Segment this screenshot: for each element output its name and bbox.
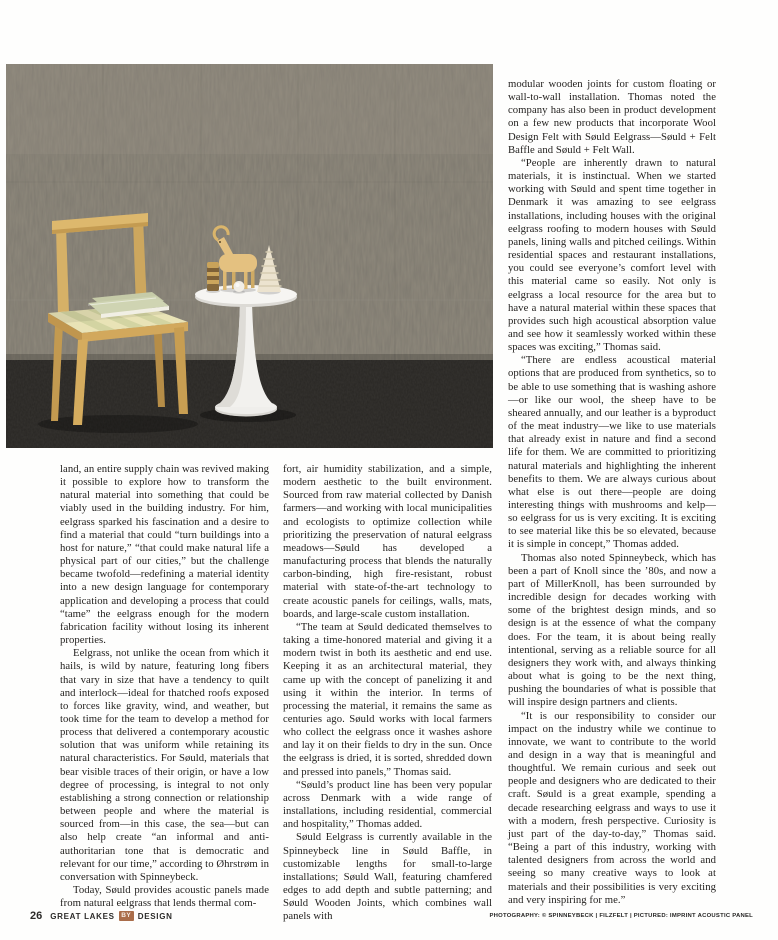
- by-badge: BY: [119, 911, 134, 921]
- paragraph: modular wooden joints for custom floating or wall-to-wall installation. Thomas noted the company has also been in product development on a few new products that incorporate Wool Design Felt with Søuld Eelgrass—Søuld + Felt Baffle and Søuld + Felt Wall.: [508, 78, 716, 156]
- paragraph: Søuld Eelgrass is currently available in the Spinneybeck line in Søuld Baffle, in customizable lengths for small-to-large installations; Søuld Wall, featuring chamfered edges to add depth and subtle patterning; and Søuld Wooden Joints, which combines wall panels with: [283, 831, 492, 923]
- paragraph: “The team at Søuld dedicated themselves to taking a time-honored material and giving it a modern twist in both its aesthetic and end use. Keeping it as an architectural material, they came up with the concept of panelizing it and using it within the interior. In terms of processing the material, it remains the same as centuries ago. Søuld works with local farmers who collect the eelgrass once it washes ashore and lay it on their fields to dry in the sun. Once the eelgrass is dried, it is sorted, shredded down and pressed into panels,” Thomas said.: [283, 620, 492, 778]
- paragraph: Thomas also noted Spinneybeck, which has been a part of Knoll since the ’80s, and now a part of MillerKnoll, has been surrounded by incredible design for decades working with some of the brightest design minds, and so design is at the essence of what the company does. For the team, it is about being really intentional, serving as a reliable source for all designers they work with, and always thinking about what is going to be the next thing, pushing the boundaries of what is possible that will inspire design partners and clients.: [508, 551, 716, 709]
- ribbed-figurine: [206, 262, 220, 293]
- paragraph: Today, Søuld provides acoustic panels made from natural eelgrass that lends thermal com-: [60, 884, 269, 910]
- paragraph: “It is our responsibility to consider our impact on the industry while we continue to innovate, we want to contribute to the world and design in a way that is meaningful and thoughtful. We remain curious and seek out people and designers who are dedicated to their craft. Søuld is a great example, spending a decade researching eelgrass and ways to use it with a modern, fresh perspective. Curiosity is just part of the day-to-day,” Thomas said. “Being a part of this industry, working with talented designers from across the world and seeing so many creative ways to look at materials and their possibilities is very exciting and very inspiring for me.”: [508, 709, 716, 906]
- text-column-middle: [283, 463, 492, 923]
- paragraph: “Søuld’s product line has been very popular across Denmark with a wide range of installations, including residential, commercial and hospitality,” Thomas added.: [283, 778, 492, 831]
- paragraph: “People are inherently drawn to natural materials, it is instinctual. When we started working with Søuld and spent time together in Denmark it was amazing to see eelgrass installations, including houses with the original eelgrass roofing to modern houses with Søuld panels, lining walls and pitched ceilings. Within residential spaces and restaurant installations, you could see everyone’s comfort level with this material came so easily. Not only is eelgrass a local resource for the area but to have a natural material within these spaces that provides such high acoustical absorption value and see how it seamlessly worked within these spaces was exciting,” Thomas said.: [508, 156, 716, 354]
- article-photo: [6, 64, 493, 448]
- magazine-title-right: DESIGN: [137, 911, 173, 921]
- text-column-right: [508, 78, 716, 907]
- paragraph: Eelgrass, not unlike the ocean from which it hails, is wild by nature, featuring long fibers that vary in size that have a tendency to quilt and interlock—ideal for thatched roofs exposed to forces like gravity, wind, and weather, but took time for the team to develop a method for process that delivered a contemporary acoustic solution that was uniform while retaining its natural characteristics. For Søuld, materials that bear visible traces of their origin, or have a low degree of processing, is integral to not only establishing a strong connection or relationship between people and where the material is sourced from—in this case, the sea—but can also help create “an informal and anti-authoritarian tone that is democratic and relevant for our time,” according to Øhrstrøm in conversation with Spinneybeck.: [60, 647, 269, 883]
- photo-scene: [6, 64, 493, 448]
- page-number: 26: [30, 910, 43, 922]
- paragraph: fort, air humidity stabilization, and a simple, modern aesthetic to the built environment. Sourced from raw material collected by Danish farmers—and working with local municipalities and ecologists to optimize collection while prioritizing the preservation of natural eelgrass meadows—Søuld has developed a manufacturing process that blends the naturally carbon-binding, high fire-resistant, robust material with state-of-the-art technology to create acoustic panels for ceilings, walls, mats, boards, and large-scale custom installation.: [283, 463, 492, 620]
- paragraph: land, an entire supply chain was revived making it possible to explore how to transform the natural material into something that could be viably used in the building industry. For him, eelgrass sparked his fascination and a desire to find a material that could “turn buildings into a host for nature,” “that could make natural life a physical part of our cities,” but the challenge became twofold—redefining a material identity into a new design language for contemporary application and developing a process that could “tame” the eelgrass enough for the modern fabrication facility without losing its inherent properties.: [60, 463, 269, 647]
- footer-left: [30, 909, 173, 923]
- chair-shadow: [38, 415, 198, 433]
- paragraph: “There are endless acoustical material options that are produced from synthetics, so to be able to use something that is washing ashore—or like our wool, the sheep have to be sheared annually, and our leather is a byproduct of the meat industry—we like to use materials that already exist in nature and find a second life for them. We are committed to prioritizing natural materials and highlighting the inherent benefits to them. We are always curious about what else is out there—people are doing interesting things with mushrooms and kelp—so eelgrass for us is very exciting. It is exciting to see material like this be so elevated, because it is simple in concept,” Thomas added.: [508, 354, 716, 551]
- photography-credit: PHOTOGRAPHY: © SPINNEYBECK | FILZFELT | PICTURED: IMPRINT ACOUSTIC PANEL: [489, 913, 753, 919]
- magazine-title-left: GREAT LAKES: [50, 911, 115, 921]
- text-column-left: [60, 463, 269, 910]
